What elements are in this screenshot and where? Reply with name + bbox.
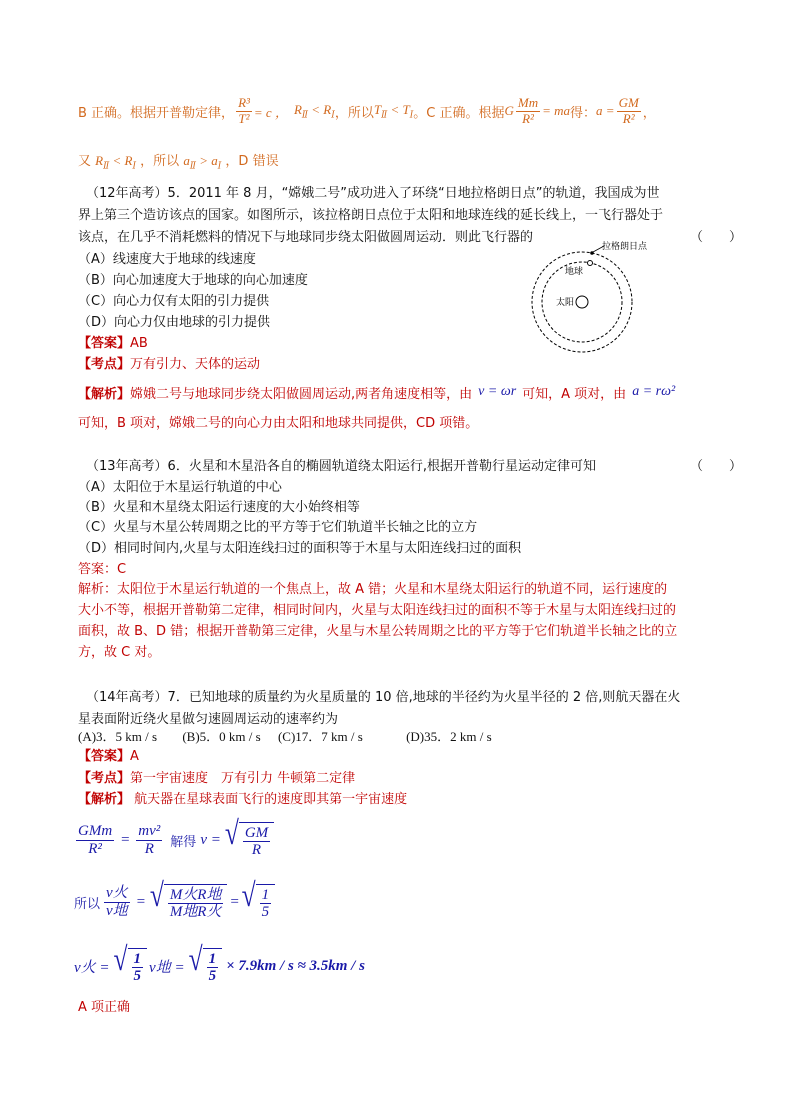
top-text-b: ，所以 [334,105,374,121]
f1-sqrt [224,813,274,859]
f1-right-fraction [136,823,162,857]
f1-left-den: R² [88,840,102,857]
f2-eq: = [135,893,146,910]
top-text-c: 。C 正确。根据 [413,105,505,121]
f1-left-num: GMm [78,823,113,839]
q5-option-d: （D）向心力仅由地球的引力提供 [78,315,271,330]
radius-sub-2: Ⅱ [301,109,309,120]
kepler-num: R³ [238,95,250,111]
q5-topic-tag: 【考点】 [78,357,131,372]
q5-analysis-line-1 [78,378,675,406]
q5-analysis-1b: 可知，A 项对，由 [522,386,627,402]
a-eq: a = [596,103,615,118]
top-text-d: 得： [570,105,597,121]
f2-result-fraction [260,887,272,921]
radius-r: R [293,101,302,117]
f3-sqrt2-body [203,948,223,985]
f3-frac-2 [207,951,219,985]
f3-den-1: 5 [133,968,142,984]
period-mid: < T [387,101,410,117]
gravity-num: Mm [517,95,539,111]
q6-analysis-line-4: 方，故 C 对。 [78,645,161,660]
accel-den: R² [622,110,635,126]
q7-answer [78,745,139,764]
f2-left-fraction [104,885,130,919]
f1-sqrt-fraction [243,825,270,859]
q7-topic [78,767,355,786]
f3-vd: v地 = [149,959,185,976]
f2-sqrt-body [164,884,228,921]
q7-option-d: (D)35．2 km / s [406,729,492,744]
gravity-fraction [516,96,540,126]
f1-right-den: R [144,840,154,857]
f2-result-den: 5 [261,904,270,920]
formula-2 [74,872,275,932]
f2-left-den: v地 [106,902,128,919]
top-line-1 [78,88,656,134]
top2-a-letter: a [183,153,190,168]
f3-v: v火 = [74,959,110,976]
q5-eq-v: v = ωr [478,384,517,399]
q5-eq-a: a = rω² [632,384,676,399]
top2-r [95,153,137,171]
q7-option-b: (B)5．0 km / s [182,729,261,744]
q5-analysis-1a: 嫦娥二号与地球同步绕太阳做圆周运动,两者角速度相等，由 [130,386,473,402]
formula-1 [74,812,274,868]
earth-icon [588,261,593,266]
q5-answer-paren: （ ） [690,230,743,245]
fig-earth-label: 地球 [565,267,584,277]
f3-num-1: 1 [133,950,142,967]
f1-v: v = [200,831,221,848]
q7-analysis-tag: 【解析】 [78,792,131,807]
q5-analysis-line-2: 可知，B 项对，嫦娥二号的向心力由太阳和地球共同提供，CD 项错。 [78,416,479,431]
f3-sqrt1-body [128,948,148,985]
q7-answer-value: A [130,749,139,764]
q5-analysis-tag: 【解析】 [78,386,131,402]
sqrt-icon: √ [241,875,256,914]
top2-a-mid: > a [195,153,218,168]
top2-b: ，所以 [140,154,180,169]
q5-answer-value: AB [130,336,148,351]
f3-frac-1 [132,951,144,985]
kepler-den: T² [238,110,250,126]
g-prefix: G [504,103,514,118]
top-line-2 [78,150,279,172]
q6-answer: 答案：C [78,562,127,577]
q6-analysis-line-1: 解析：太阳位于木星运行轨道的一个焦点上，故 A 错；火星和木星绕太阳运行的轨道不同，运行速度的 [78,582,668,597]
period-sub-1: Ⅰ [409,109,414,120]
top2-r-mid: < R [109,153,133,168]
q7-stem-line-1: （14年高考）7．已知地球的质量约为火星质量的 10 倍,地球的半径约为火星半径的 2 倍,则航天器在火 [86,690,681,705]
formula-3 [74,938,365,994]
f1-right-num: mv² [138,823,161,839]
ma-eq: = ma [542,103,571,118]
f2-sqrt-2 [241,875,276,921]
sqrt-icon: √ [188,939,203,978]
period-ineq [374,102,413,121]
top2-r-sub1: Ⅰ [132,160,137,171]
q7-option-c: (C)17．7 km / s [277,729,363,744]
f2-result-num: 1 [261,886,270,903]
q5-option-c: （C）向心力仅有太阳的引力提供 [78,294,270,309]
f2-sqrt2-body [256,884,276,921]
q5-topic-value: 万有引力、天体的运动 [130,357,261,372]
f1-solve-text: 解得 [170,834,197,850]
orbit-figure [530,240,648,360]
q6-option-c: （C）火星与木星公转周期之比的平方等于它们轨道半长轴之比的立方 [78,520,478,535]
f2-sqrt-fraction [168,887,224,921]
gravity-den: R² [522,110,534,126]
f3-num-2: 1 [208,950,217,967]
q6-option-a: （A）太阳位于木星运行轨道的中心 [78,480,282,495]
f2-eq2: = [229,893,240,910]
top2-c: ，D 错误 [225,154,279,169]
sqrt-icon: √ [149,875,164,914]
f2-sqrt-den: M地R火 [169,904,222,920]
q7-answer-tag: 【答案】 [78,749,131,764]
q5-option-b: （B）向心加速度大于地球的向心加速度 [78,273,308,288]
q6-option-d: （D）相同时间内,火星与太阳连线扫过的面积等于木星与太阳连线扫过的面积 [78,541,522,556]
q5-stem-line-3: 该点，在几乎不消耗燃料的情况下与地球同步绕太阳做圆周运动．则此飞行器的 [78,230,534,245]
top2-r-sub2: Ⅱ [103,160,110,171]
q7-topic-tag: 【考点】 [78,771,131,786]
sqrt-icon: √ [113,939,128,978]
top2-a-ineq [183,153,222,171]
q6-analysis-line-3: 面积，故 B、D 错；根据开普勒第三定律，火星与木星公转周期之比的平方等于它们轨道半长轴之比的立 [78,624,678,639]
f2-sqrt [149,875,228,921]
f2-sqrt-num: M火R地 [169,886,222,903]
radius-ineq [294,102,335,121]
q5-stem-line-1: （12年高考）5．2011 年 8 月，“嫦娥二号”成功进入了环绕“日地拉格朗日点”的轨道，我国成为世 [86,186,660,201]
q5-answer-tag: 【答案】 [78,336,131,351]
q7-options [78,726,492,745]
radius-sub-1: Ⅰ [331,109,335,120]
accel-fraction [617,96,641,126]
top2-a-sub1: Ⅰ [217,160,222,171]
f3-sqrt-1 [113,939,148,985]
q7-option-a: (A)3．5 km / s [78,729,158,744]
q5-option-a: （A）线速度大于地球的线速度 [78,252,256,267]
q5-topic [78,353,260,372]
q7-conclusion: A 项正确 [78,1000,131,1015]
q6-answer-paren: （ ） [690,459,743,474]
q6-stem: （13年高考）6．火星和木星沿各自的椭圆轨道绕太阳运行,根据开普勒行星运动定律可知 [86,459,596,474]
f1-sqrt-den: R [251,842,262,858]
q7-analysis [78,788,407,807]
top-text-a: B 正确。根据开普勒定律， [78,105,235,121]
sqrt-icon: √ [224,813,239,852]
top2-a: 又 [78,154,92,169]
fig-lagrange-label: 拉格朗日点 [602,242,648,252]
fig-sun-label: 太阳 [556,298,575,308]
period-t: T [373,101,382,117]
q6-option-b: （B）火星和木星绕太阳运行速度的大小始终相等 [78,500,360,515]
f1-sqrt-num: GM [244,824,269,841]
f3-sqrt-2 [188,939,223,985]
top2-r-letter: R [95,153,104,168]
f1-sqrt-body [239,822,274,859]
q6-analysis-line-2: 大小不等，根据开普勒第二定律，相同时间内，火星与太阳连线扫过的面积不等于木星与太阳连线扫过的 [78,603,677,618]
f3-den-2: 5 [208,968,217,984]
kepler-fraction [236,96,252,126]
q7-analysis-text: 航天器在星球表面飞行的速度即其第一宇宙速度 [130,792,408,807]
q5-stem-line-2: 界上第三个造访该点的国家。如图所示，该拉格朗日点位于太阳和地球连线的延长线上，一飞行器处于 [78,208,664,223]
top-text-e: ， [642,105,656,121]
f1-eq: = [120,831,131,848]
f1-left-fraction [76,823,114,857]
f2-prefix: 所以 [74,896,101,912]
q5-answer [78,332,148,351]
top2-a-sub2: Ⅱ [189,160,196,171]
f3-tail: × 7.9km / s ≈ 3.5km / s [226,957,365,974]
accel-num: GM [618,95,639,111]
kepler-eq: = c ， [253,104,288,120]
radius-mid: < R [308,101,332,117]
sun-icon [576,296,588,308]
q7-stem-line-2: 星表面附近绕火星做匀速圆周运动的速率约为 [78,712,339,727]
period-sub-2: Ⅱ [381,109,388,120]
q7-topic-value: 第一宇宙速度 万有引力 牛顿第二定律 [130,771,356,786]
f2-left-num: v火 [106,885,128,901]
